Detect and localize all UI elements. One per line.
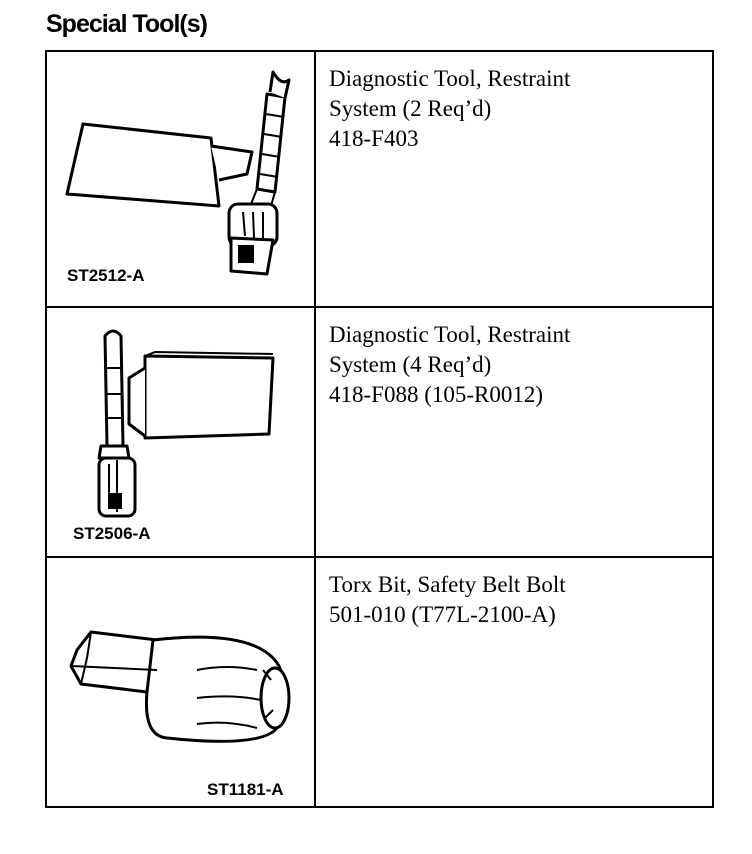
tool-illustration-cell	[47, 558, 316, 806]
tool-name-line-2: System (2 Req’d)	[329, 96, 492, 121]
tool-description	[329, 320, 699, 410]
page-title: Special Tool(s)	[46, 10, 207, 38]
tool-name-line-1: Torx Bit, Safety Belt Bolt	[329, 572, 566, 597]
tool-description	[329, 570, 699, 630]
tool-name-line-1: Diagnostic Tool, Restraint	[329, 66, 571, 91]
tool-description	[329, 64, 699, 154]
tool-part-number: 418-F403	[329, 126, 419, 151]
tool-illustration-id: ST1181-A	[207, 780, 284, 799]
tool-part-number: 418-F088 (105-R0012)	[329, 382, 544, 407]
tool-illustration-id: ST2512-A	[67, 266, 145, 285]
tool-name-line-2: System (4 Req’d)	[329, 352, 492, 377]
special-tools-table	[45, 50, 714, 808]
tool-row	[47, 52, 712, 308]
tool-row	[47, 558, 712, 806]
restraint-diagnostic-tool-icon	[47, 308, 314, 556]
tool-name-line-1: Diagnostic Tool, Restraint	[329, 322, 571, 347]
tool-part-number: 501-010 (T77L-2100-A)	[329, 602, 556, 627]
tool-illustration-cell	[47, 308, 316, 556]
tool-illustration-cell	[47, 52, 316, 306]
torx-bit-icon	[47, 558, 314, 806]
tool-illustration-id: ST2506-A	[73, 524, 151, 543]
tool-row	[47, 308, 712, 558]
